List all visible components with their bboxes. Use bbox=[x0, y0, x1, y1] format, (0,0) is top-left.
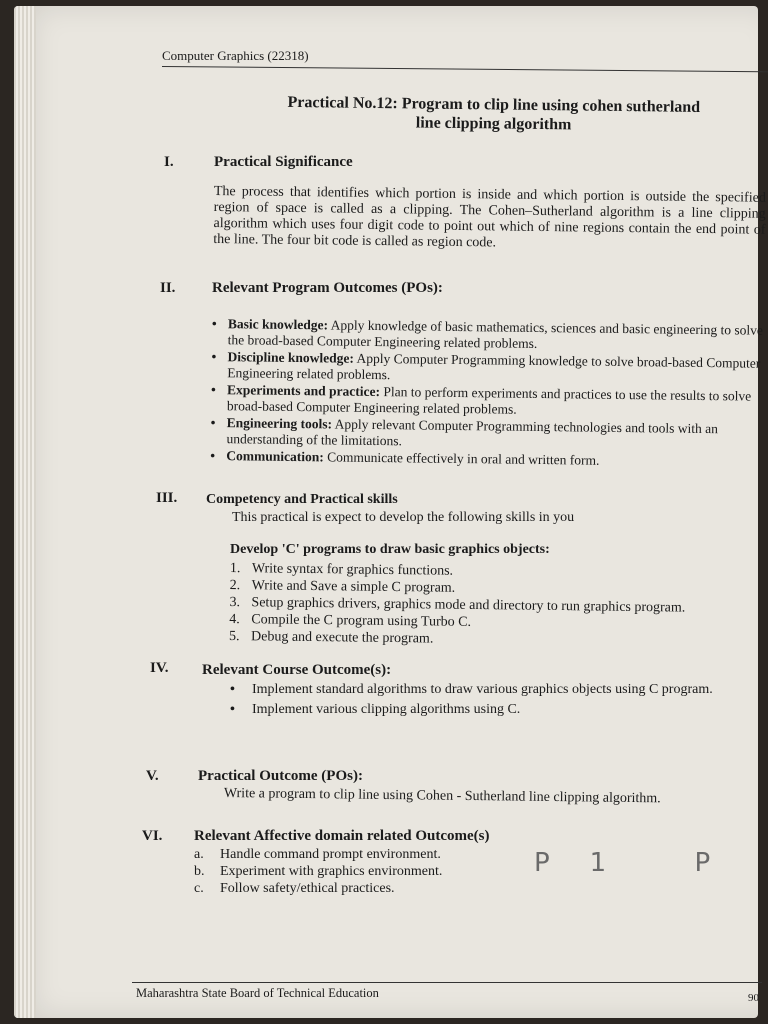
list-item bbox=[211, 382, 767, 420]
outcome-text: Apply relevant Computer Programming technologies and tools with an understanding of the limitations. bbox=[226, 416, 718, 448]
section-2-number: II. bbox=[160, 280, 176, 296]
document-page bbox=[14, 6, 766, 1018]
course-outcomes-list bbox=[230, 682, 740, 720]
outcome-term: Communication: bbox=[226, 448, 324, 465]
title-line-1: Practical No.12: Program to clip line using cohen sutherland bbox=[287, 93, 701, 116]
section-1-heading: Practical Significance bbox=[214, 154, 353, 170]
outcome-text: Communicate effectively in oral and written form. bbox=[327, 449, 600, 468]
list-item bbox=[211, 349, 767, 387]
section-3-number: III. bbox=[156, 490, 178, 506]
section-2-heading: Relevant Program Outcomes (POs): bbox=[212, 280, 443, 296]
list-item: c. Follow safety/ethical practices. bbox=[194, 881, 395, 896]
bullet-icon: • bbox=[230, 682, 235, 697]
outcome-text: Plan to perform experiments and practices to use the results to solve broad-based Computer Engineering related problems. bbox=[226, 384, 752, 417]
section-1-number: I. bbox=[164, 154, 174, 170]
outcome-text: Apply knowledge of basic mathematics, sciences and basic engineering to solve the broad-based Computer Engineering related problems. bbox=[227, 317, 763, 351]
outcome-term: Experiments and practice: bbox=[227, 382, 381, 400]
footer-board-name: Maharashtra State Board of Technical Education bbox=[136, 986, 379, 1000]
list-item bbox=[210, 415, 766, 453]
skills-list bbox=[229, 560, 768, 652]
program-outcomes-list bbox=[210, 316, 768, 472]
page-binding-edge bbox=[14, 6, 36, 1018]
bullet-icon: • bbox=[211, 348, 217, 365]
section-5-text: Write a program to clip line using Cohen - Sutherland line clipping algorithm. bbox=[223, 786, 661, 807]
practical-title bbox=[214, 92, 768, 137]
list-item: 3. Setup graphics drivers, graphics mode and directory to run graphics program. bbox=[229, 594, 686, 616]
list-item: 2. Write and Save a simple C program. bbox=[229, 577, 456, 596]
outcome-term: Discipline knowledge: bbox=[227, 349, 354, 366]
section-4-heading: Relevant Course Outcome(s): bbox=[202, 662, 392, 678]
list-item: • Implement standard algorithms to draw various graphics objects using C program. bbox=[230, 682, 713, 697]
outcome-text: Apply Computer Programming knowledge to solve broad-based Computer Engineering related problems. bbox=[227, 350, 761, 382]
outcome-term: Engineering tools: bbox=[226, 415, 333, 432]
section-5-heading: Practical Outcome (POs): bbox=[198, 768, 363, 784]
bullet-icon: • bbox=[210, 414, 216, 431]
title-line-2: line clipping algorithm bbox=[415, 114, 572, 134]
section-3-subheading: Develop 'C' programs to draw basic graphics objects: bbox=[230, 542, 550, 557]
list-item: 5. Debug and execute the program. bbox=[228, 628, 434, 647]
section-1-text: The process that identifies which portion is inside and which portion is outside the specified region of space is called as a clipping. The Cohen–Sutherland algorithm is a line clipping algorithm which uses four digit code to point out which of nine regions contain the end point of the line. The four bit code is called as region code. bbox=[213, 184, 766, 251]
outcome-term: Basic knowledge: bbox=[227, 316, 329, 333]
running-header: Computer Graphics (22318) bbox=[162, 48, 309, 63]
bullet-icon: • bbox=[211, 381, 216, 398]
bullet-icon: • bbox=[210, 447, 216, 464]
section-5-number: V. bbox=[146, 768, 159, 784]
section-3-intro: This practical is expect to develop the following skills in you bbox=[232, 510, 575, 525]
list-item: 1. Write syntax for graphics functions. bbox=[229, 560, 454, 579]
list-item: a. Handle command prompt environment. bbox=[194, 847, 441, 862]
section-6-number: VI. bbox=[142, 828, 163, 844]
section-6-heading: Relevant Affective domain related Outcome(s) bbox=[194, 828, 490, 844]
section-3-heading: Competency and Practical skills bbox=[206, 492, 398, 507]
list-item: b. Experiment with graphics environment. bbox=[194, 864, 443, 879]
header-rule bbox=[162, 66, 768, 72]
footer-rule bbox=[132, 982, 762, 983]
section-4-number: IV. bbox=[150, 660, 169, 676]
handwritten-mark: P1 P bbox=[534, 848, 751, 878]
bullet-icon: • bbox=[211, 316, 217, 332]
bullet-icon: • bbox=[230, 702, 235, 717]
list-item: 4. Compile the C program using Turbo C. bbox=[229, 611, 472, 630]
list-item bbox=[212, 316, 768, 354]
list-item: • Implement various clipping algorithms using C. bbox=[230, 702, 521, 717]
page-number: 90 bbox=[748, 992, 759, 1004]
